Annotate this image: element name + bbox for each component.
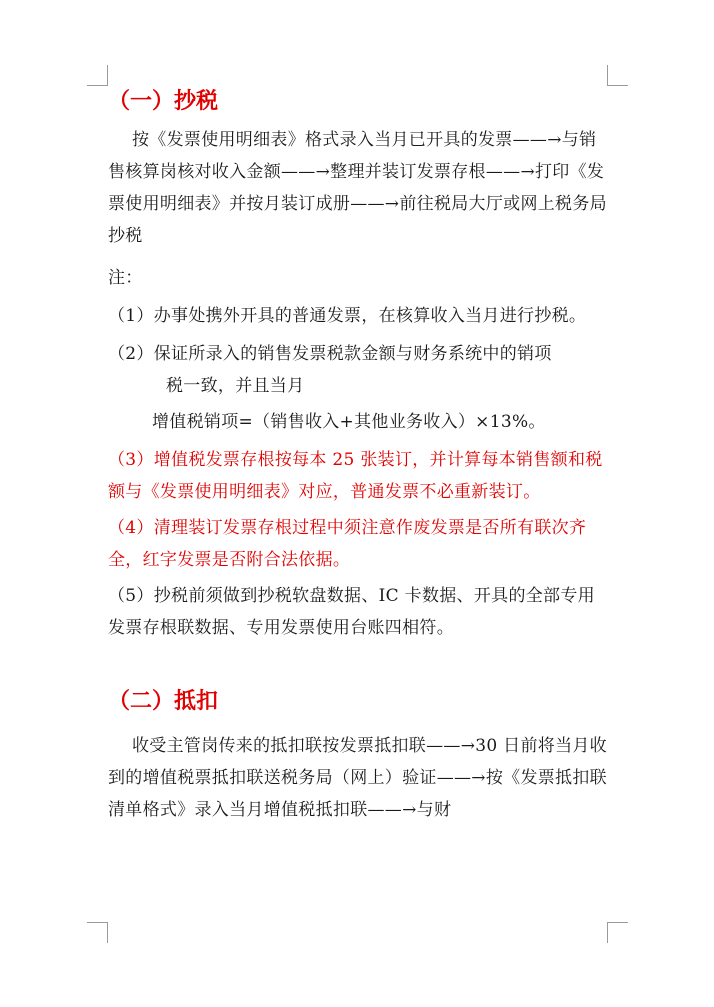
note-item-2-line-2: 税一致，并且当月: [166, 376, 305, 396]
paragraph-chaoshui-process: 按《发票使用明细表》格式录入当月已开具的发票——→与销售核算岗核对收入金额——→整理并装订发票存根——→打印《发票使用明细表》并按月装订成册——→前往税局大厅或网上税务局抄税: [108, 130, 607, 246]
crop-mark-top-right: [607, 65, 628, 86]
note-item-5: （5）抄税前须做到抄税软盘数据、IC 卡数据、开具的全部专用发票存根联数据、专用发票使用台账四相符。: [108, 586, 595, 638]
note-item-2-line-1: （2）保证所录入的销售发票税款金额与财务系统中的销项: [108, 344, 552, 364]
crop-mark-top-left: [87, 65, 108, 86]
crop-mark-bottom-left: [87, 922, 108, 943]
document-body: [108, 82, 608, 826]
note-item-1: （1）办事处携外开具的普通发票，在核算收入当月进行抄税。: [108, 306, 587, 326]
note-item-2-formula: 增值税销项=（销售收入+其他业务收入）×13%。: [152, 412, 546, 432]
note-label: 注：: [108, 268, 143, 288]
section-heading-dikou: （二）抵扣: [108, 689, 219, 714]
section-heading-chaoshui: （一）抄税: [108, 89, 219, 114]
crop-mark-bottom-right: [607, 922, 628, 943]
paragraph-dikou-process: 收受主管岗传来的抵扣联按发票抵扣联——→30 日前将当月收到的增值税票抵扣联送税务局（网上）验证——→按《发票抵扣联清单格式》录入当月增值税抵扣联——→与财: [108, 736, 607, 820]
note-item-3: （3）增值税发票存根按每本 25 张装订，并计算每本销售额和税额与《发票使用明细表》对应，普通发票不必重新装订。: [108, 450, 603, 502]
note-item-4: （4）清理装订发票存根过程中须注意作废发票是否所有联次齐全，红字发票是否附合法依据。: [108, 518, 587, 570]
